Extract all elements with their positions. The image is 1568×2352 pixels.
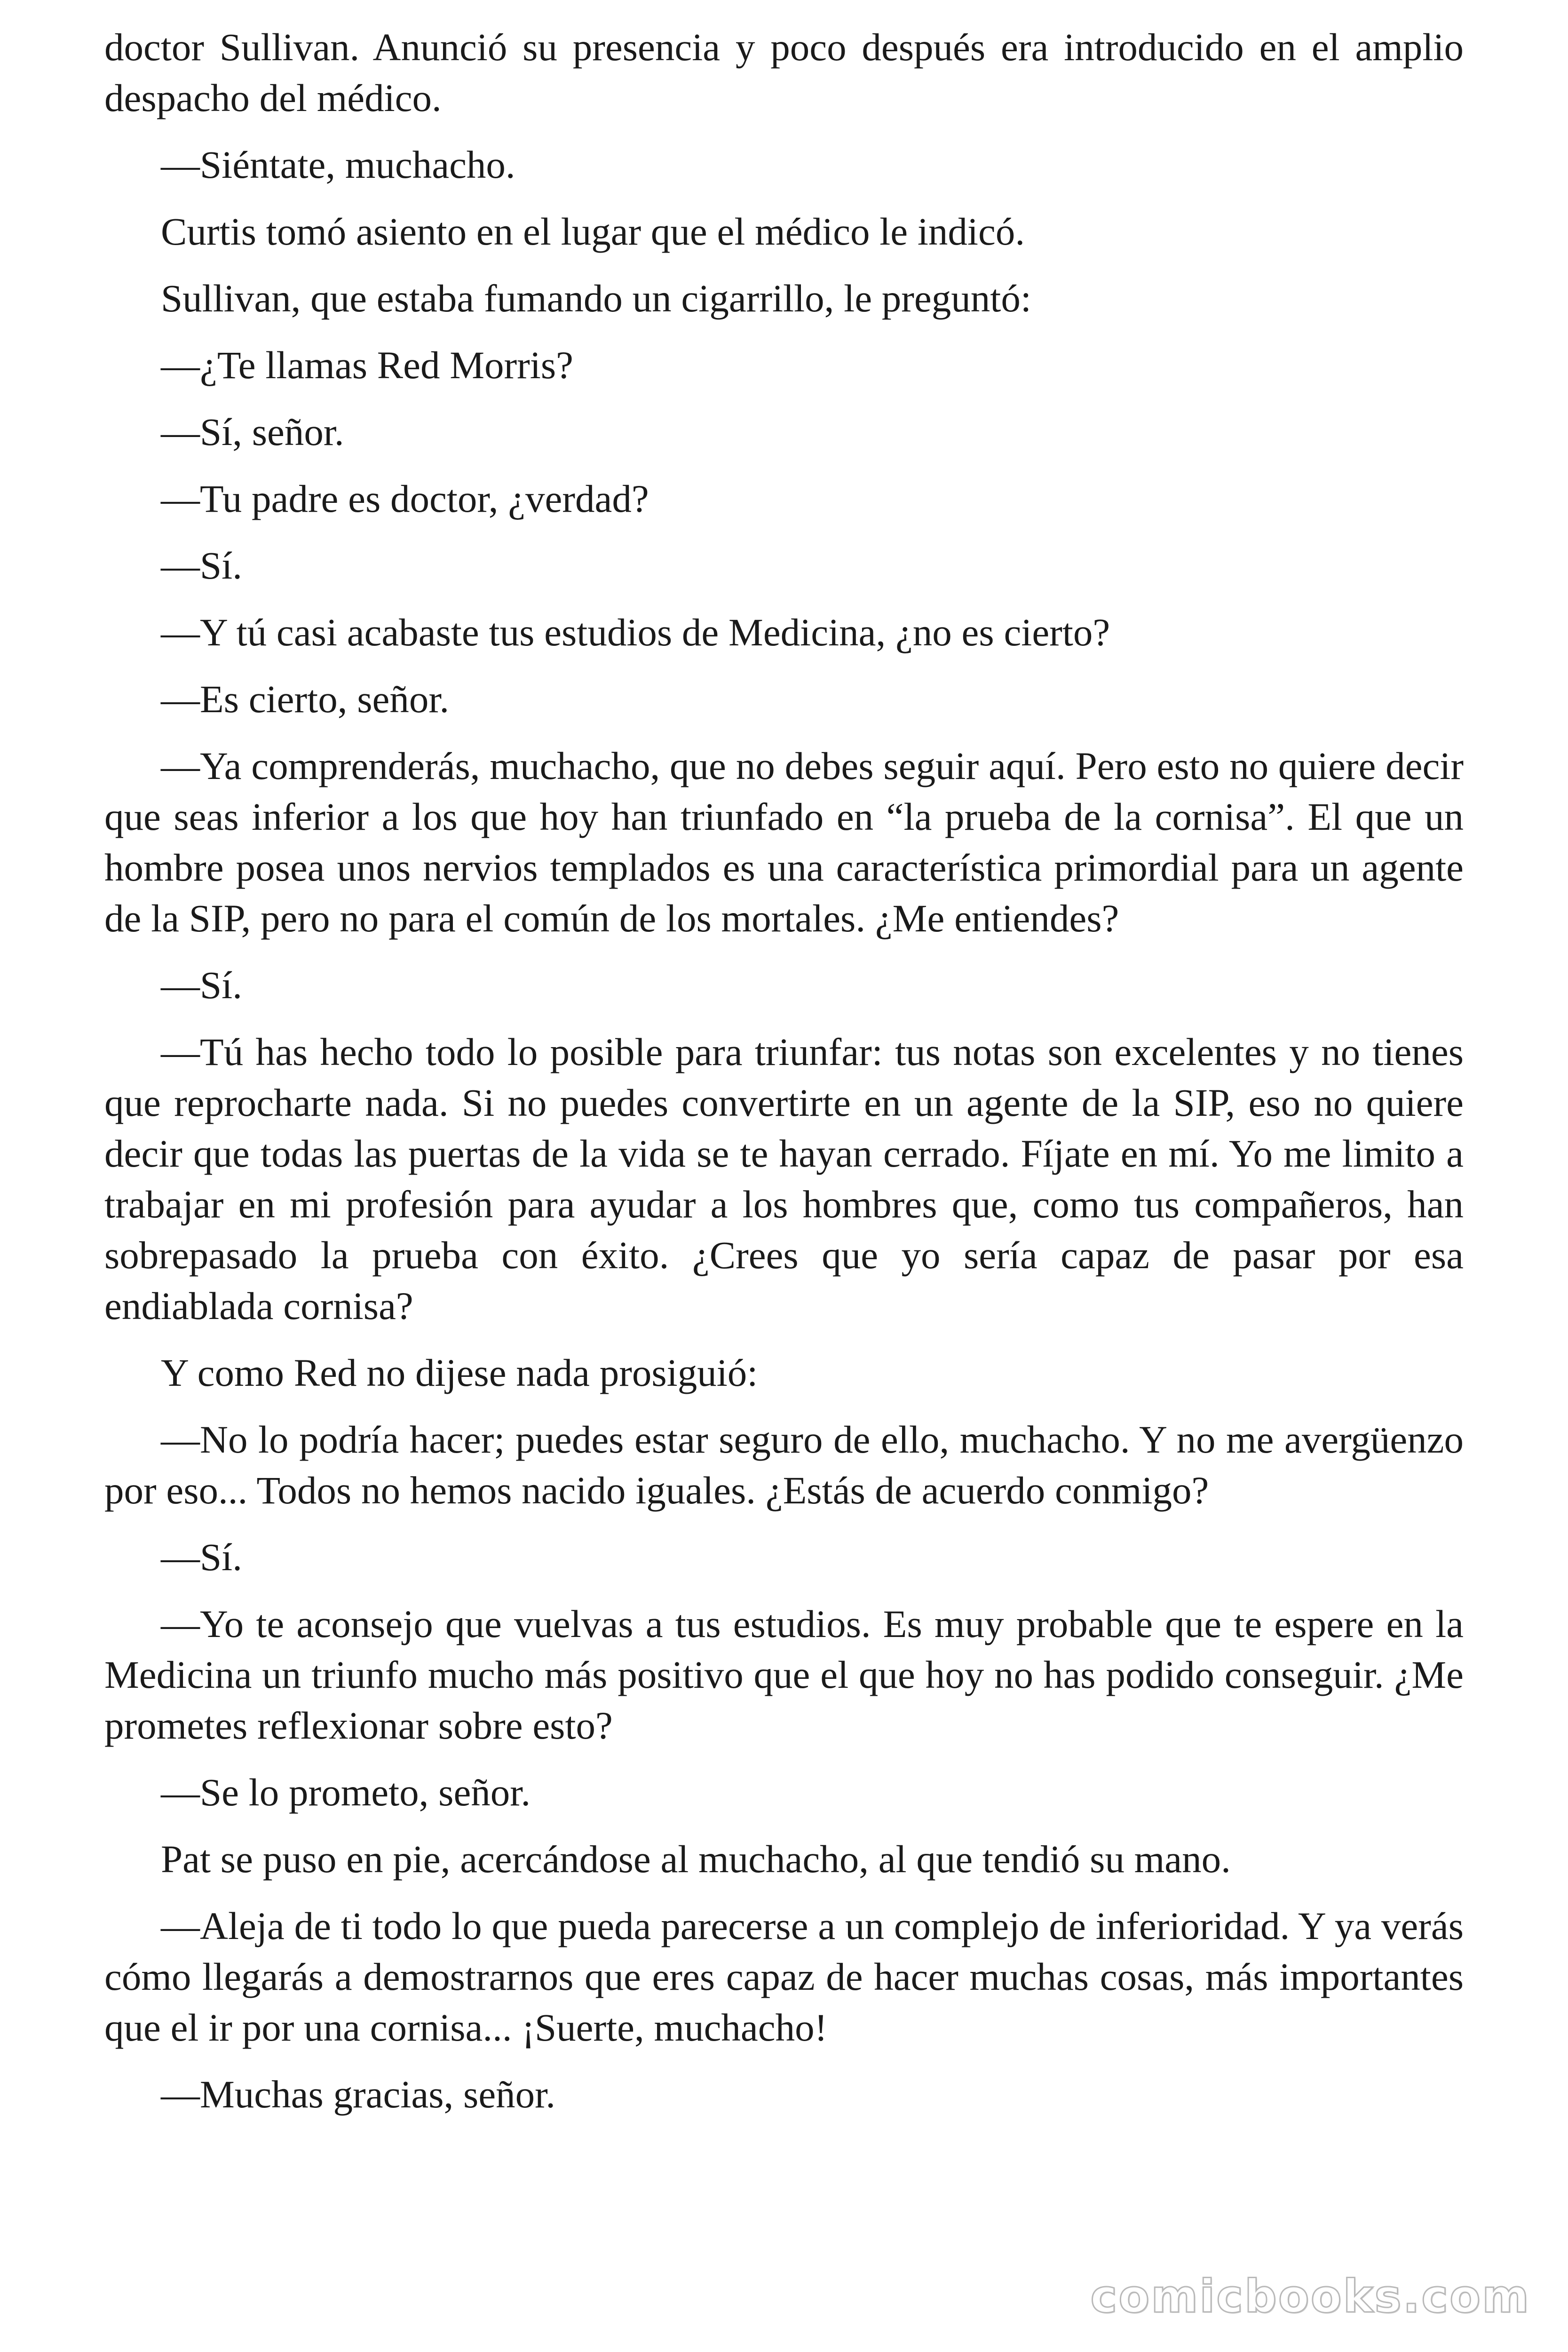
paragraph: —Tú has hecho todo lo posible para triunfar: tus notas son excelentes y no tienes que reprocharte nada. Si no puedes convertirte en un agente de la SIP, eso no quiere decir que todas las puertas de la vida se te hayan cerrado. Fíjate en mí. Yo me limito a trabajar en mi profesión para ayudar a los hombres que, como tus compañeros, han sobrepasado la prueba con éxito. ¿Crees que yo sería capaz de pasar por esa endiablada cornisa? xyxy=(104,1030,1464,1327)
paragraph: —¿Te llamas Red Morris? xyxy=(161,343,573,387)
paragraph: —Sí. xyxy=(161,1535,242,1579)
paragraph: —Yo te aconsejo que vuelvas a tus estudios. Es muy probable que te espere en la Medicina un triunfo mucho más positivo que el que hoy no has podido conseguir. ¿Me prometes reflexionar sobre esto? xyxy=(104,1602,1464,1747)
paragraph: doctor Sullivan. Anunció su presencia y poco después era introducido en el amplio despacho del médico. xyxy=(104,25,1464,119)
body-text xyxy=(104,22,1464,2136)
paragraph: —Siéntate, muchacho. xyxy=(161,143,515,186)
paragraph: —Sí. xyxy=(161,963,242,1007)
paragraph: —Tu padre es doctor, ¿verdad? xyxy=(161,477,649,520)
paragraph: —Sí. xyxy=(161,544,242,587)
paragraph: —Muchas gracias, señor. xyxy=(161,2073,555,2116)
paragraph: Curtis tomó asiento en el lugar que el médico le indicó. xyxy=(161,210,1025,253)
paragraph: —Sí, señor. xyxy=(161,410,344,453)
paragraph: —Aleja de ti todo lo que pueda parecerse a un complejo de inferioridad. Y ya verás cómo llegarás a demostrarnos que eres capaz de hacer muchas cosas, más importantes que el ir por una cornisa... ¡Suerte, muchacho! xyxy=(104,1904,1464,2049)
paragraph: Y como Red no dijese nada prosiguió: xyxy=(161,1351,758,1394)
paragraph: —Se lo prometo, señor. xyxy=(161,1771,531,1814)
paragraph: —Y tú casi acabaste tus estudios de Medicina, ¿no es cierto? xyxy=(161,611,1110,654)
site-watermark: comicbooks.com xyxy=(1090,2270,1530,2323)
paragraph: Pat se puso en pie, acercándose al muchacho, al que tendió su mano. xyxy=(161,1837,1231,1881)
paragraph: —No lo podría hacer; puedes estar seguro de ello, muchacho. Y no me avergüenzo por eso... Todos no hemos nacido iguales. ¿Estás de acuerdo conmigo? xyxy=(104,1418,1464,1512)
paragraph: —Ya comprenderás, muchacho, que no debes seguir aquí. Pero esto no quiere decir que seas inferior a los que hoy han triunfado en “la prueba de la cornisa”. El que un hombre posea unos nervios templados es una característica primordial para un agente de la SIP, pero no para el común de los mortales. ¿Me entiendes? xyxy=(104,744,1464,940)
paragraph: —Es cierto, señor. xyxy=(161,677,450,721)
paragraph: Sullivan, que estaba fumando un cigarrillo, le preguntó: xyxy=(161,277,1031,320)
